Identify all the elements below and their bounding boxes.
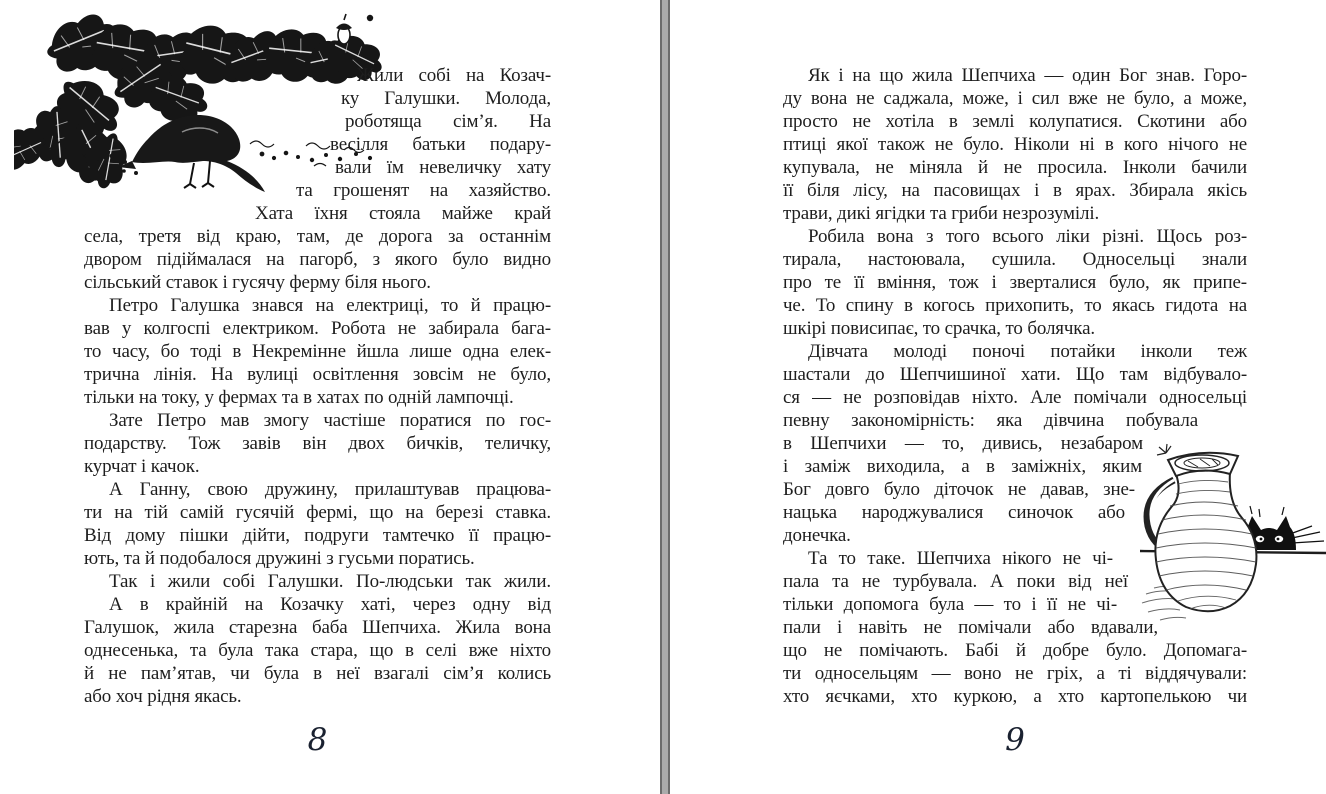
text-line: курчат і качок. <box>84 456 200 477</box>
text-line: Жили собі на Козач- <box>357 65 551 86</box>
text-line: в Шепчихи — то, дивись, незабаром <box>783 433 1143 454</box>
text-line: Робила вона з того всього ліки різні. Щось роз- <box>808 226 1247 247</box>
text-line: Від дому пішки дійти, подруги тамтечко її працю- <box>84 525 551 546</box>
paragraph <box>783 340 1247 547</box>
page-number: 9 <box>1005 722 1025 758</box>
text-line: та грошенят на хазяйство. <box>296 180 551 201</box>
paragraph <box>783 64 1247 225</box>
text-line: роботяща сім’я. На <box>345 111 551 132</box>
text-line: трична лінія. На вулиці освітлення зовсім не було, <box>84 364 551 385</box>
text-line: тільки на току, у фермах та в хатах по одній лампочці. <box>84 387 514 408</box>
paragraph <box>783 225 1247 340</box>
paragraph <box>84 593 551 708</box>
text-line: ся — не розповідав ніхто. Але помічали односельці <box>783 387 1247 408</box>
text-line: донечка. <box>783 525 851 546</box>
text-line: Зате Петро мав змогу частіше поратися по гос- <box>109 410 551 431</box>
paragraph <box>84 294 551 409</box>
paragraph <box>84 570 551 593</box>
text-line: пала та не турбувала. А поки від неї <box>783 571 1128 592</box>
text-line: ку Галушки. Молода, <box>341 88 551 109</box>
left-page <box>84 64 551 708</box>
text-line: її біля лісу, на пасовищах і в ярах. Збирала якісь <box>783 180 1247 201</box>
right-page <box>783 64 1247 708</box>
text-line: тирала, настоювала, сушила. Односельці знали <box>783 249 1247 270</box>
text-line: пали і навіть не помічали або вдавали, <box>783 617 1158 638</box>
text-line: ти односельцям — воно не гріх, а ті віддячували: <box>783 663 1247 684</box>
text-line: че. То спину в когось прихопить, то якась гидота на <box>783 295 1247 316</box>
text-line: й не пам’ятав, чи була в неї взагалі сім’я колись <box>84 663 551 684</box>
text-line: вав у колгоспі електриком. Робота не забирала бага- <box>84 318 551 339</box>
text-line: нацька народжувалися синочок або <box>783 502 1125 523</box>
text-line: Бог довго було діточок не давав, зне- <box>783 479 1135 500</box>
paragraph <box>84 478 551 570</box>
text-line: ють, та й подобалося дружині з гусьми поратись. <box>84 548 475 569</box>
text-line: вали їм невеличку хату <box>335 157 551 178</box>
text-line: А Ганну, свою дружину, прилаштував працюва- <box>109 479 551 500</box>
text-line: шастали до Шепчишиної хати. Що там відбувало- <box>783 364 1247 385</box>
text-line: шкірі повисипає, то срачка, то болячка. <box>783 318 1095 339</box>
page-divider <box>660 0 670 794</box>
text-line: ти на тій самій гусячій фермі, що на березі ставка. <box>84 502 551 523</box>
text-line: просто не хотіла в землі колупатися. Скотини або <box>783 111 1247 132</box>
text-line: трави, дикі ягідки та гриби незрозумілі. <box>783 203 1100 224</box>
text-line: Та то таке. Шепчиха нікого не чі- <box>808 548 1113 569</box>
acorn-icon <box>336 14 352 44</box>
text-line: ду вона не саджала, може, і сил вже не було, а може, <box>783 88 1247 109</box>
page-number: 8 <box>307 722 328 758</box>
text-line: весілля батьки подару- <box>330 134 551 155</box>
text-line: птиці якої також не було. Ніколи ні в кого нічого не <box>783 134 1247 155</box>
paragraph <box>84 409 551 478</box>
text-line: Як і на що жила Шепчиха — один Бог знав. Горо- <box>808 65 1247 86</box>
text-line: хто яєчками, хто куркою, а хто картопелькою чи <box>783 686 1247 707</box>
text-line: Галушок, жила старезна баба Шепчиха. Жила вона <box>84 617 551 638</box>
text-line: Хата їхня стояла майже край <box>255 203 551 224</box>
text-line: подарству. Тож завів він двох бичків, теличку, <box>84 433 551 454</box>
text-line: певну закономірність: яка дівчина побувала <box>783 410 1198 431</box>
paragraph <box>84 64 551 294</box>
text-line: двором підіймалася на пагорб, з якого було видно <box>84 249 551 270</box>
paragraph <box>783 547 1247 708</box>
text-line: Дівчата молоді поночі потайки інколи теж <box>808 341 1247 362</box>
text-line: про те її вміння, тож і зверталися було, як припе- <box>783 272 1247 293</box>
text-line: А в крайній на Козачку хаті, через одну від <box>109 594 551 615</box>
text-line: і заміж виходила, а в заміжніх, яким <box>783 456 1142 477</box>
text-line: Петро Галушка знався на електриці, то й працю- <box>109 295 551 316</box>
text-line: що не помічають. Бабі й добре було. Допомага- <box>783 640 1247 661</box>
text-line: сільський ставок і гусячу ферму біля нього. <box>84 272 431 293</box>
text-line: села, третя від краю, там, де дорога за останнім <box>84 226 551 247</box>
text-line: купувала, не міняла й не просила. Інколи бачили <box>783 157 1247 178</box>
text-line: тільки допомога була — то і її не чі- <box>783 594 1117 615</box>
text-line: Так і жили собі Галушки. По-людськи так жили. <box>109 571 551 592</box>
text-line: або хоч рідня якась. <box>84 686 242 707</box>
text-line: однесенька, та була така стара, що в селі вже ніхто <box>84 640 551 661</box>
text-line: то часу, бо тоді в Некремінне йшла лише одна елек- <box>84 341 551 362</box>
